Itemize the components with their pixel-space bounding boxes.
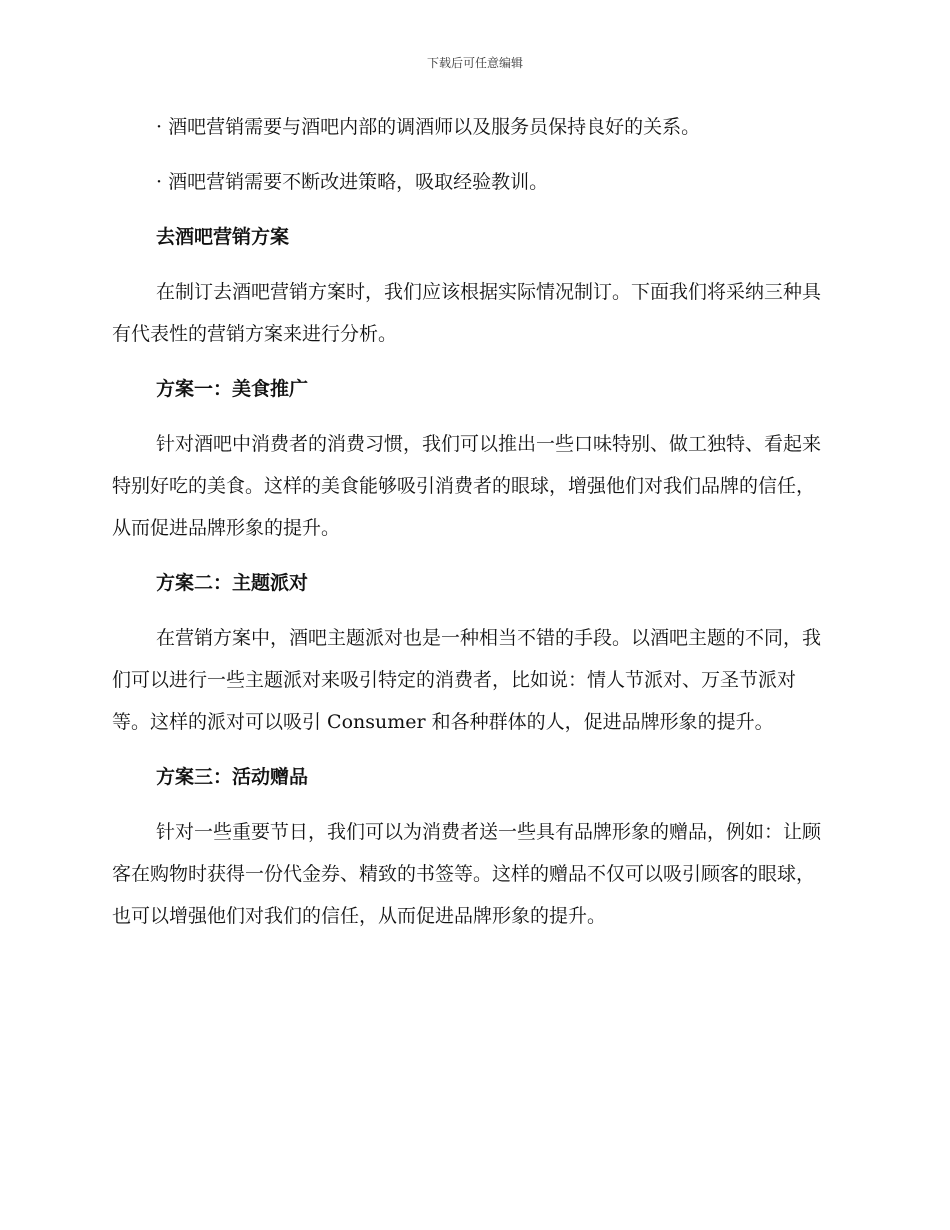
header-note: 下载后可任意编辑 — [426, 56, 523, 70]
plan-body: 在营销方案中，酒吧主题派对也是一种相当不错的手段。以酒吧主题的不同，我们可以进行一些主题派对来吸引特定的消费者，比如说：情人节派对、万圣节派对等。这样的派对可以吸引 Consumer 和各种群体的人，促进品牌形象的提升。 — [112, 627, 822, 733]
plan-title: 方案一：美食推广 — [156, 378, 309, 400]
bullet-item: · 酒吧营销需要不断改进策略，吸取经验教训。 — [156, 171, 549, 193]
plan-title: 方案三：活动赠品 — [156, 766, 309, 788]
plan-body: 针对酒吧中消费者的消费习惯，我们可以推出一些口味特别、做工独特、看起来特别好吃的美食。这样的美食能够吸引消费者的眼球，增强他们对我们品牌的信任，从而促进品牌形象的提升。 — [112, 433, 822, 539]
plan-body: 针对一些重要节日，我们可以为消费者送一些具有品牌形象的赠品，例如：让顾客在购物时获得一份代金券、精致的书签等。这样的赠品不仅可以吸引顾客的眼球，也可以增强他们对我们的信任，从而促进品牌形象的提升。 — [112, 821, 822, 927]
plan-title: 方案二：主题派对 — [156, 572, 309, 594]
bullet-item: · 酒吧营销需要与酒吧内部的调酒师以及服务员保持良好的关系。 — [156, 116, 701, 138]
intro-paragraph: 在制订去酒吧营销方案时，我们应该根据实际情况制订。下面我们将采纳三种具有代表性的营销方案来进行分析。 — [112, 281, 822, 345]
document-body — [112, 106, 832, 950]
section-title: 去酒吧营销方案 — [156, 226, 290, 248]
